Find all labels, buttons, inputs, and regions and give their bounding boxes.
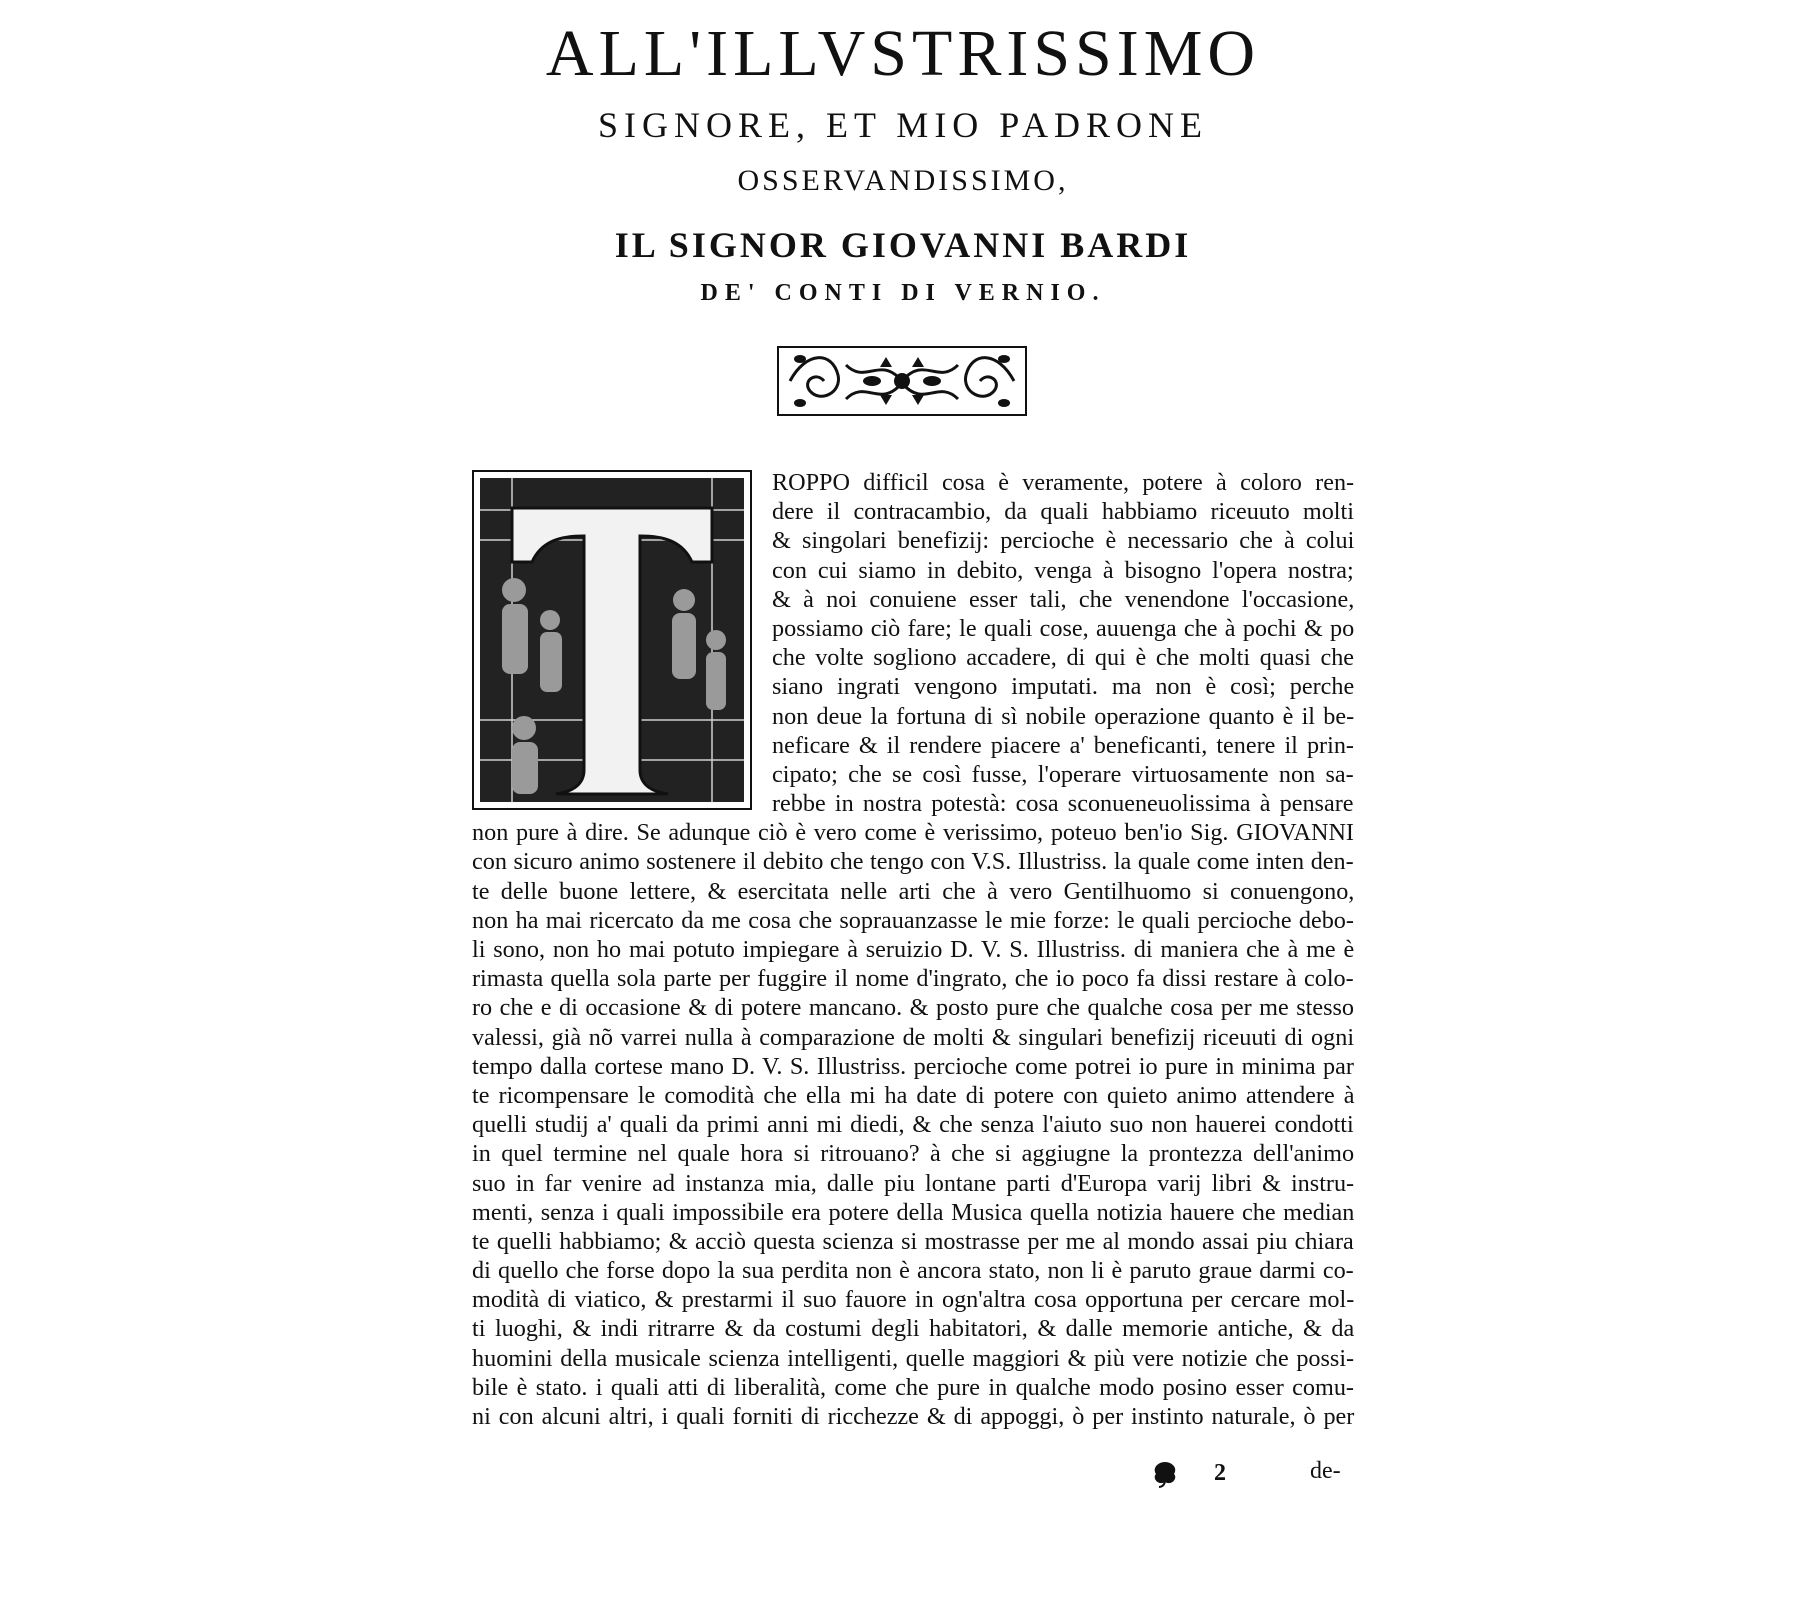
body-line: quelli studij a' quali da primi anni mi diedi, & che senza l'aiuto suo non hauerei condotti [472,1111,1354,1139]
body-line: con cui siamo in debito, venga à bisogno l'opera nostra; [772,556,1354,584]
body-line: ro che e di occasione & di potere mancano. & posto pure che qualche cosa per me stesso [472,994,1355,1022]
body-line: ni con alcuni altri, i quali forniti di ricchezze & di appoggi, ò per instinto naturale, ò per [472,1403,1355,1430]
body-line: suo in far venire ad instanza mia, dalle piu lontane parti d'Europa varij libri & instru- [472,1169,1355,1197]
body-line: non ha mai ricercato da me cosa che soprauanzasse le mie forze: le quali percioche debo- [472,906,1354,934]
body-line: non deue la fortuna di sì nobile operazione quanto è il be- [772,702,1355,730]
body-line: menti, senza i quali impossibile era potere della Musica quella notizia hauere che median [472,1198,1355,1226]
dedication-subtitle: SIGNORE, ET MIO PADRONE [597,105,1209,145]
body-line: non pure à dire. Se adunque ciò è vero come è verissimo, poteuo ben'io Sig. GIOVANNI [472,819,1354,847]
dedication-epithet: OSSERVANDISSIMO, [737,164,1069,197]
dedication-body [472,468,1354,1431]
body-line: tempo dalla cortese mano D. V. S. Illustriss. percioche come potrei io pure in minima par [472,1052,1354,1080]
body-line: dere il contracambio, da quali habbiamo riceuuto molti [772,498,1354,526]
body-line: in quel termine nel quale hora si ritrouano? à che si aggiugne la prontezza dell'animo [472,1140,1355,1168]
body-line: ti luoghi, & indi ritrarre & da costumi degli habitatori, & dalle memorie antiche, & da [472,1315,1355,1343]
body-line: cipato; che se così fusse, l'operare virtuosamente non sa- [772,760,1354,788]
body-line: modità di viatico, & prestarmi il suo fauore in ogn'altra cosa opportuna per cercare mol- [472,1286,1355,1314]
body-line: ROPPO difficil cosa è veramente, potere à coloro ren- [772,469,1355,496]
signature-mark: 2 [1214,1460,1226,1486]
body-line: & singolari benefizij: percioche è necessario che à colui [772,527,1355,555]
body-line: che volte sogliono accadere, di qui è che molti quasi che [772,644,1355,672]
body-line: & à noi conuiene esser tali, che venendone l'occasione, [772,585,1355,613]
dedicatee-name: IL SIGNOR GIOVANNI BARDI [614,225,1192,265]
body-line: bile è stato. i quali atti di liberalità, come che pure in qualche modo posino esser comu- [472,1373,1354,1401]
body-line: rebbe in nostra potestà: cosa sconueneuolissima à pensare [772,790,1354,818]
floral-ornament-icon [776,345,1028,417]
body-line: te ricompensare le comodità che ella mi ha date di potere con quieto animo attendere à [472,1081,1355,1109]
hedera-leaf-icon [1150,1458,1180,1488]
dedicatee-title: DE' CONTI DI VERNIO. [700,280,1106,306]
dedication-title: ALL'ILLVSTRISSIMO [545,17,1261,90]
catchword: de- [1310,1458,1341,1484]
body-line: li sono, non ho mai potuto impiegare à seruizio D. V. S. Illustriss. di maniera che à me è [472,936,1355,963]
body-line: con sicuro animo sostenere il debito che tengo con V.S. Illustriss. la quale come inten den- [472,848,1354,876]
body-line: rimasta quella sola parte per fuggire il nome d'ingrato, che io poco fa dissi restare à colo- [472,965,1354,993]
body-line: di quello che forse dopo la sua perdita non è ancora stato, non li è paruto graue darmi co- [472,1257,1354,1285]
body-line: huomini della musicale scienza intelligenti, quelle maggiori & più vere notizie che possi- [472,1344,1355,1372]
body-line: te quelli habbiamo; & acciò questa scienza si mostrasse per me al mondo assai piu chiara [472,1227,1354,1255]
body-line: neficare & il rendere piacere a' beneficanti, tenere il prin- [772,731,1354,759]
body-line: siano ingrati vengono imputati. ma non è così; perche [772,673,1355,701]
page-footer [1150,1456,1370,1496]
body-line: possiamo ciò fare; le quali cose, auuenga che à pochi & po [772,614,1355,642]
body-line: te delle buone lettere, & esercitata nelle arti che à vero Gentilhuomo si conuengono, [472,877,1355,905]
body-line: valessi, già nõ varrei nulla à comparazione de molti & singulari benefizij riceuuti di ogni [472,1023,1355,1051]
